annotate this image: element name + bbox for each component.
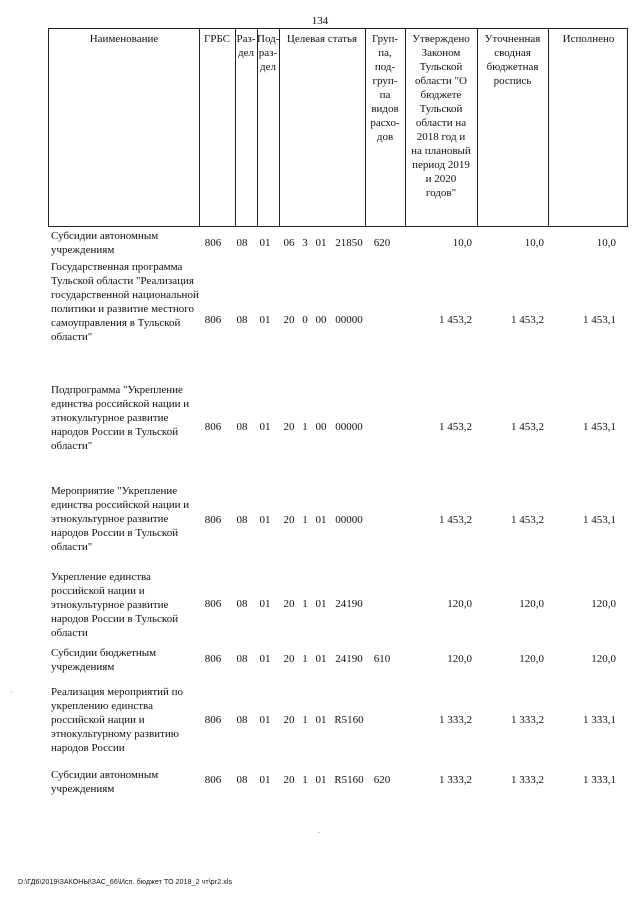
cell-grbs: 806 [204,237,222,249]
cell-target-program: 20 [283,598,295,610]
row-name: Подпрограмма "Укрепление единства российской нации и этнокультурное развитие народов России в Тульской области" [51,384,190,452]
cell-executed: 1 453,1 [583,514,616,526]
cell-target-event: 01 [315,598,327,610]
cell-target-event: 00 [315,314,327,326]
cell-executed: 1 453,1 [583,314,616,326]
cell-podrazdel: 01 [259,237,271,249]
cell-refined: 120,0 [519,653,544,665]
cell-target-program: 20 [283,774,295,786]
cell-podrazdel: 01 [259,314,271,326]
cell-target-subprogram: 3 [302,237,308,249]
cell-grbs: 806 [204,653,222,665]
cell-razdel: 08 [236,653,248,665]
cell-razdel: 08 [236,598,248,610]
cell-refined: 120,0 [519,598,544,610]
cell-target-event: 01 [315,237,327,249]
cell-refined: 10,0 [524,237,544,249]
row-name: Субсидии автономным учреждениям [51,769,159,795]
cell-target-subprogram: 1 [302,653,308,665]
cell-grbs: 806 [204,314,222,326]
cell-target-program: 20 [283,514,295,526]
cell-podrazdel: 01 [259,653,271,665]
cell-target-direction: 00000 [335,314,363,326]
cell-approved: 1 333,2 [439,714,472,726]
cell-razdel: 08 [236,514,248,526]
cell-approved: 1 453,2 [439,314,472,326]
cell-target-direction: R5160 [334,774,364,786]
cell-target-event: 01 [315,514,327,526]
cell-expense-type: 620 [373,774,391,786]
cell-refined: 1 333,2 [511,714,544,726]
header-grbs: ГРБС [203,33,231,45]
header-name: Наименование [89,33,159,45]
page-number: 134 [311,15,329,27]
header-razdel: Раз- дел [236,33,256,59]
cell-target-subprogram: 1 [302,598,308,610]
cell-executed: 120,0 [591,653,616,665]
cell-approved: 10,0 [452,237,472,249]
cell-razdel: 08 [236,714,248,726]
cell-executed: 1 453,1 [583,421,616,433]
cell-refined: 1 453,2 [511,421,544,433]
cell-podrazdel: 01 [259,598,271,610]
cell-grbs: 806 [204,514,222,526]
cell-target-program: 06 [283,237,295,249]
cell-target-direction: 00000 [335,421,363,433]
cell-razdel: 08 [236,237,248,249]
cell-refined: 1 453,2 [511,314,544,326]
cell-grbs: 806 [204,714,222,726]
column-divider [279,29,280,226]
cell-grbs: 806 [204,774,222,786]
row-name: Укрепление единства российской нации и этнокультурное развитие народов России в Тульской области [51,571,179,639]
cell-target-subprogram: 1 [302,714,308,726]
cell-razdel: 08 [236,421,248,433]
cell-approved: 1 453,2 [439,514,472,526]
cell-target-event: 00 [315,421,327,433]
cell-executed: 10,0 [596,237,616,249]
cell-target-program: 20 [283,653,295,665]
cell-target-direction: 21850 [335,237,363,249]
cell-approved: 1 453,2 [439,421,472,433]
cell-podrazdel: 01 [259,514,271,526]
cell-podrazdel: 01 [259,774,271,786]
cell-approved: 1 333,2 [439,774,472,786]
header-group: Груп- па, под- груп- па видов расхо- дов [370,33,400,143]
cell-grbs: 806 [204,421,222,433]
table-header [48,28,628,227]
header-target: Целевая статья [286,33,358,45]
cell-target-direction: R5160 [334,714,364,726]
cell-target-program: 20 [283,314,295,326]
cell-target-event: 01 [315,653,327,665]
cell-grbs: 806 [204,598,222,610]
header-refined: Уточненная сводная бюджетная роспись [484,33,541,87]
cell-target-program: 20 [283,421,295,433]
row-name: Реализация мероприятий по укреплению единства российской нации и этнокультурному развитию народов России [51,686,184,754]
cell-podrazdel: 01 [259,714,271,726]
cell-target-subprogram: 1 [302,774,308,786]
header-approved: Утверждено Законом Тульской области "О бюджете Тульской области на 2018 год и на плановый период 2019 и 2020 годов" [411,33,471,199]
cell-podrazdel: 01 [259,421,271,433]
cell-expense-type: 620 [373,237,391,249]
cell-target-event: 01 [315,714,327,726]
cell-expense-type: 610 [373,653,391,665]
header-executed: Исполнено [562,33,615,45]
cell-target-subprogram: 1 [302,514,308,526]
column-divider [548,29,549,226]
row-name: Субсидии автономным учреждениям [51,230,159,256]
cell-approved: 120,0 [447,653,472,665]
cell-target-subprogram: 0 [302,314,308,326]
row-name: Государственная программа Тульской области "Реализация государственной национальной политики и развитие местного самоуправления в Тульской области" [51,261,199,343]
header-podrazdel: Под- раз- дел [257,33,280,73]
cell-executed: 1 333,1 [583,774,616,786]
cell-razdel: 08 [236,774,248,786]
scan-mark: . [318,826,320,835]
scan-mark: ˌ [10,684,13,693]
cell-refined: 1 453,2 [511,514,544,526]
cell-target-direction: 00000 [335,514,363,526]
row-name: Мероприятие "Укрепление единства российской нации и этнокультурное развитие народов России в Тульской области" [51,485,190,553]
cell-executed: 120,0 [591,598,616,610]
cell-razdel: 08 [236,314,248,326]
cell-approved: 120,0 [447,598,472,610]
cell-executed: 1 333,1 [583,714,616,726]
cell-target-event: 01 [315,774,327,786]
cell-target-direction: 24190 [335,653,363,665]
file-path-footer: D:\ГД6\2019\ЗАКОНЫ\ЗАС_66\Исп. бюджет ТО 2018_2 чт\pr2.xls [18,879,233,886]
cell-target-subprogram: 1 [302,421,308,433]
column-divider [199,29,200,226]
cell-target-program: 20 [283,714,295,726]
cell-refined: 1 333,2 [511,774,544,786]
row-name: Субсидии бюджетным учреждениям [51,647,157,673]
cell-target-direction: 24190 [335,598,363,610]
